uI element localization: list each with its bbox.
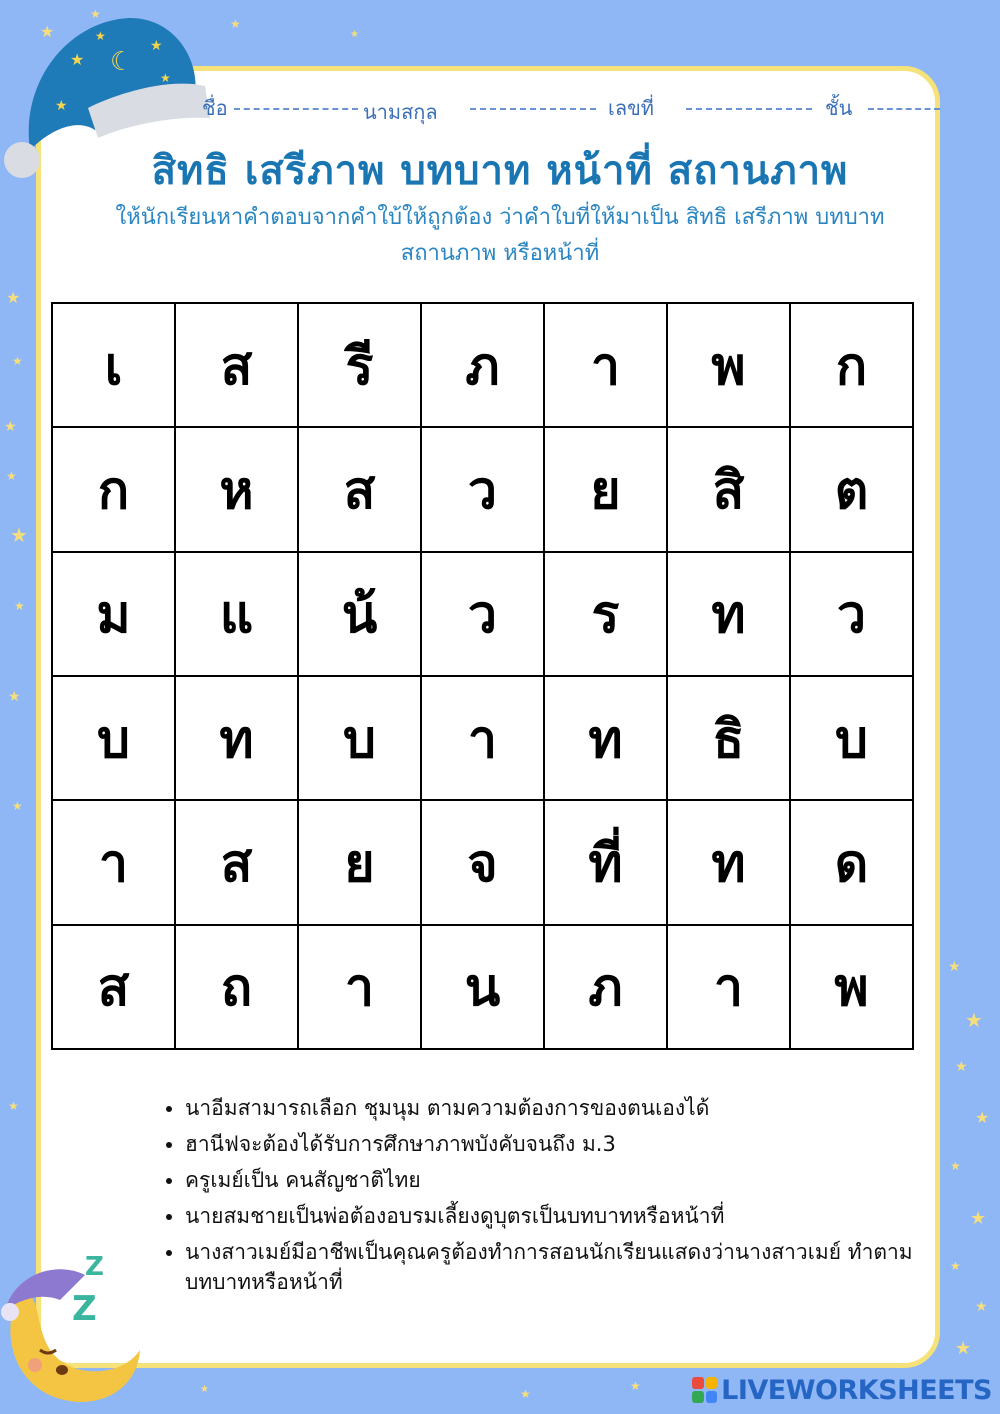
grid-cell[interactable]: า	[298, 925, 421, 1049]
worksheet-title: สิทธิ เสรีภาพ บทบาท หน้าที่ สถานภาพ	[151, 148, 849, 194]
grid-cell[interactable]: น้	[298, 552, 421, 676]
star-icon: ★	[955, 1059, 968, 1075]
grid-cell[interactable]: สิ	[667, 427, 790, 551]
grid-row	[52, 427, 913, 551]
grid-cell[interactable]: บ	[52, 676, 175, 800]
grid-cell[interactable]: แ	[175, 552, 298, 676]
star-icon: ★	[12, 799, 23, 813]
grid-cell[interactable]: รี	[298, 303, 421, 427]
star-icon: ★	[975, 1108, 990, 1127]
instructions-text: ให้นักเรียนหาคำตอบจากคำใบ้ให้ถูกต้อง ว่าคำใบที่ให้มาเป็น สิทธิ เสรีภาพ บทบาท สถานภาพ หรือหน้าที่	[115, 205, 885, 266]
svg-text:★: ★	[95, 29, 106, 43]
word-search-grid	[51, 302, 914, 1050]
grid-cell[interactable]: ว	[421, 552, 544, 676]
star-icon: ★	[975, 1299, 988, 1315]
star-icon: ★	[950, 1259, 961, 1273]
grid-cell[interactable]: ต	[790, 427, 913, 551]
star-icon: ★	[230, 17, 241, 31]
star-icon: ★	[6, 469, 17, 483]
grid-cell[interactable]: ธิ	[667, 676, 790, 800]
grid-cell[interactable]: ท	[544, 676, 667, 800]
star-icon: ★	[6, 288, 21, 307]
star-icon: ★	[8, 689, 21, 705]
grid-cell[interactable]: ย	[298, 800, 421, 924]
grid-row	[52, 552, 913, 676]
grid-cell[interactable]: บ	[298, 676, 421, 800]
grid-cell[interactable]: น	[421, 925, 544, 1049]
star-icon: ★	[12, 354, 23, 368]
grid-cell[interactable]: ท	[667, 800, 790, 924]
liveworksheets-logo	[692, 1372, 992, 1408]
star-icon: ★	[4, 419, 17, 435]
grid-row	[52, 676, 913, 800]
svg-text:★: ★	[70, 50, 85, 69]
number-label: เลขที่	[608, 96, 654, 120]
logo-text: LIVEWORKSHEETS	[721, 1374, 992, 1406]
svg-text:Z: Z	[85, 1252, 104, 1282]
clue-item: • ฮานีฟจะต้องได้รับการศึกษาภาพบังคับจนถึง ม.3	[185, 1129, 955, 1159]
grid-cell[interactable]: ก	[52, 427, 175, 551]
grid-cell[interactable]: ส	[175, 303, 298, 427]
star-icon: ★	[8, 1099, 19, 1113]
grid-cell[interactable]: ที่	[544, 800, 667, 924]
name-label: ชื่อ	[202, 96, 228, 120]
surname-label: นามสกุล	[363, 100, 438, 124]
star-icon: ★	[970, 1208, 987, 1229]
star-icon: ★	[90, 7, 101, 21]
grid-cell[interactable]: ก	[790, 303, 913, 427]
grid-cell[interactable]: ส	[52, 925, 175, 1049]
grid-cell[interactable]: า	[544, 303, 667, 427]
star-icon: ★	[10, 523, 28, 547]
star-icon: ★	[965, 1008, 983, 1032]
grid-cell[interactable]: ว	[790, 552, 913, 676]
svg-text:★: ★	[160, 71, 171, 85]
grid-cell[interactable]: ถ	[175, 925, 298, 1049]
clue-item: • ครูเมย์เป็น คนสัญชาติไทย	[185, 1165, 955, 1195]
grid-cell[interactable]: ด	[790, 800, 913, 924]
grid-row	[52, 925, 913, 1049]
grid-cell[interactable]: บ	[790, 676, 913, 800]
svg-text:☾: ☾	[110, 47, 134, 77]
logo-icon	[692, 1377, 717, 1403]
star-icon: ★	[955, 1338, 972, 1359]
grid-cell[interactable]: า	[52, 800, 175, 924]
clue-item: • นายสมชายเป็นพ่อต้องอบรมเลี้ยงดูบุตรเป็นบทบาทหรือหน้าที่	[185, 1201, 955, 1231]
grid-cell[interactable]: ส	[298, 427, 421, 551]
star-icon: ★	[950, 1159, 961, 1173]
grid-cell[interactable]: ท	[667, 552, 790, 676]
svg-text:★: ★	[55, 98, 68, 114]
grid-cell[interactable]: พ	[667, 303, 790, 427]
clue-item: • นางสาวเมย์มีอาชีพเป็นคุณครูต้องทำการสอนนักเรียนแสดงว่านางสาวเมย์ ทำตาม บทบาทหรือหน้าที่	[185, 1237, 955, 1297]
star-icon: ★	[40, 22, 55, 41]
grid-cell[interactable]: เ	[52, 303, 175, 427]
grid-row	[52, 800, 913, 924]
surname-field[interactable]	[470, 108, 596, 110]
class-field[interactable]	[868, 108, 940, 110]
grid-cell[interactable]: ว	[421, 427, 544, 551]
star-icon: ★	[350, 29, 359, 40]
grid-cell[interactable]: ร	[544, 552, 667, 676]
grid-cell[interactable]: พ	[790, 925, 913, 1049]
svg-text:★: ★	[150, 38, 163, 54]
grid-cell[interactable]: า	[421, 676, 544, 800]
star-icon: ★	[520, 1387, 531, 1401]
star-icon: ★	[630, 1379, 641, 1393]
grid-cell[interactable]: ม	[52, 552, 175, 676]
class-label: ชั้น	[825, 96, 853, 120]
student-info-fields	[160, 92, 940, 122]
grid-row	[52, 303, 913, 427]
star-icon: ★	[948, 959, 961, 975]
star-icon: ★	[14, 599, 25, 613]
grid-cell[interactable]: จ	[421, 800, 544, 924]
grid-cell[interactable]: ท	[175, 676, 298, 800]
grid-cell[interactable]: ส	[175, 800, 298, 924]
name-field[interactable]	[234, 108, 358, 110]
grid-cell[interactable]: ย	[544, 427, 667, 551]
number-field[interactable]	[686, 108, 812, 110]
grid-cell[interactable]: า	[667, 925, 790, 1049]
clue-list	[150, 1093, 955, 1303]
grid-cell[interactable]: ภ	[544, 925, 667, 1049]
grid-cell[interactable]: ห	[175, 427, 298, 551]
star-icon: ★	[200, 1384, 209, 1395]
sleeping-moon-icon	[0, 1230, 150, 1414]
clue-item: • นาอีมสามารถเลือก ชุมนุม ตามความต้องการของตนเองได้	[185, 1093, 955, 1123]
grid-cell[interactable]: ภ	[421, 303, 544, 427]
svg-text:Z: Z	[72, 1289, 97, 1329]
